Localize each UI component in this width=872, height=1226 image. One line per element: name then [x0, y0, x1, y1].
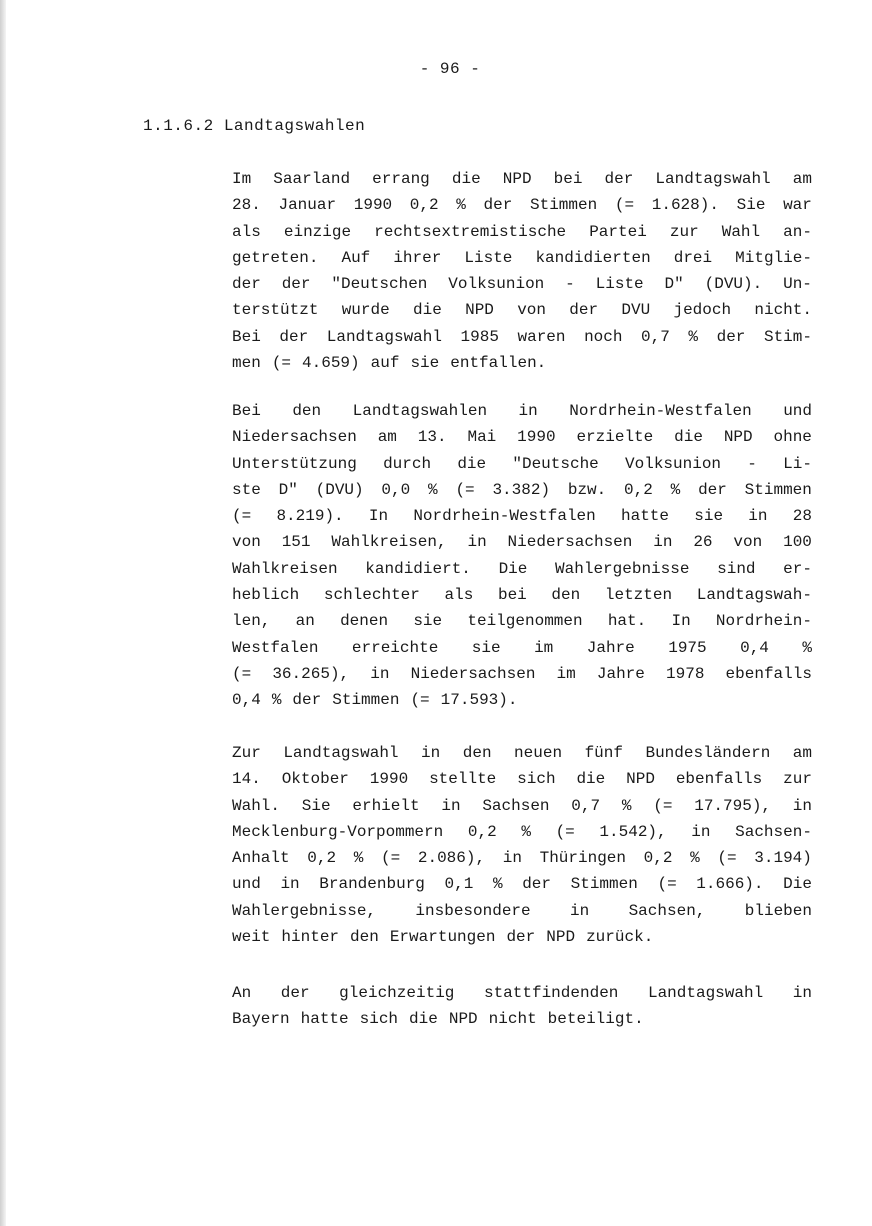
text-line: Zur Landtagswahl in den neuen fünf Bundesländern am: [232, 744, 812, 762]
text-line: Bei der Landtagswahl 1985 waren noch 0,7 % der Stim-: [232, 327, 812, 346]
text-line: getreten. Auf ihrer Liste kandidierten drei Mitglie-: [232, 248, 812, 267]
text-line: men (= 4.659) auf sie entfallen.: [232, 354, 547, 373]
text-line: An der gleichzeitig stattfindenden Landtagswahl in: [232, 984, 812, 1002]
text-line: 28. Januar 1990 0,2 % der Stimmen (= 1.628). Sie war: [232, 196, 812, 215]
text-line: Bei den Landtagswahlen in Nordrhein-Westfalen und: [232, 402, 812, 420]
text-line: Unterstützung durch die "Deutsche Volksunion - Li-: [232, 454, 812, 473]
scan-edge: [0, 0, 6, 1226]
section-heading: 1.1.6.2 Landtagswahlen: [143, 117, 366, 135]
paragraph-saarland: [232, 166, 812, 376]
text-line: (= 8.219). In Nordrhein-Westfalen hatte sie in 28: [232, 507, 812, 526]
text-line: Wahl. Sie erhielt in Sachsen 0,7 % (= 17.795), in: [232, 796, 812, 815]
paragraph-bayern: [232, 980, 812, 1033]
paragraph-neue-bundeslaender: [232, 740, 812, 950]
text-line: Niedersachsen am 13. Mai 1990 erzielte die NPD ohne: [232, 428, 812, 447]
text-line: der der "Deutschen Volksunion - Liste D" (DVU). Un-: [232, 275, 812, 294]
text-line: und in Brandenburg 0,1 % der Stimmen (= 1.666). Die: [232, 875, 812, 894]
text-line: Mecklenburg-Vorpommern 0,2 % (= 1.542), in Sachsen-: [232, 822, 812, 841]
text-line: len, an denen sie teilgenommen hat. In Nordrhein-: [232, 612, 812, 631]
text-line: Westfalen erreichte sie im Jahre 1975 0,4 %: [232, 638, 812, 657]
text-line: terstützt wurde die NPD von der DVU jedoch nicht.: [232, 301, 812, 320]
text-line: Wahlkreisen kandidiert. Die Wahlergebnisse sind er-: [232, 559, 812, 578]
text-line: ste D" (DVU) 0,0 % (= 3.382) bzw. 0,2 % der Stimmen: [232, 480, 812, 499]
text-line: 14. Oktober 1990 stellte sich die NPD ebenfalls zur: [232, 770, 812, 789]
text-line: von 151 Wahlkreisen, in Niedersachsen in 26 von 100: [232, 533, 812, 552]
page-number: - 96 -: [419, 60, 481, 78]
text-line: (= 36.265), in Niedersachsen im Jahre 1978 ebenfalls: [232, 664, 812, 683]
text-line: Anhalt 0,2 % (= 2.086), in Thüringen 0,2 % (= 3.194): [232, 849, 812, 868]
text-line: als einzige rechtsextremistische Partei zur Wahl an-: [232, 222, 812, 241]
text-line: Wahlergebnisse, insbesondere in Sachsen, blieben: [232, 901, 812, 920]
text-line: 0,4 % der Stimmen (= 17.593).: [232, 691, 518, 710]
text-line: Bayern hatte sich die NPD nicht beteiligt.: [232, 1010, 644, 1029]
text-line: heblich schlechter als bei den letzten Landtagswah-: [232, 586, 812, 605]
text-line: Im Saarland errang die NPD bei der Landtagswahl am: [232, 170, 812, 188]
text-line: weit hinter den Erwartungen der NPD zurück.: [232, 928, 654, 947]
paragraph-nrw-niedersachsen: [232, 398, 812, 714]
